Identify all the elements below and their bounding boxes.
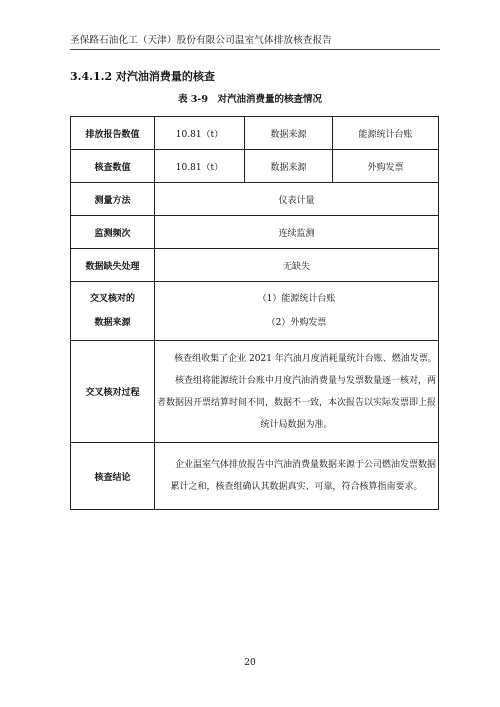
paragraph: 企业温室气体排放报告中汽油消费量数据来源于公司燃油发票数据累计之和，核查组确认其数据真实、可靠，符合核算指南要求。 (170, 460, 436, 492)
measurement-method: 仪表计量 (155, 183, 439, 216)
verified-value: 10.81（t） (155, 150, 245, 183)
table-row (71, 216, 439, 249)
table-row (71, 117, 439, 150)
row-label: 监测频次 (71, 216, 155, 249)
paragraph: 核查组收集了企业 2021 年汽油月度消耗量统计台账、燃油发票。 (174, 353, 437, 364)
label-line: 交叉核对的 (89, 294, 135, 304)
label-line: 数据来源 (94, 318, 131, 328)
table-row (71, 443, 439, 510)
table-row (71, 282, 439, 341)
source-label: 数据来源 (245, 150, 333, 183)
table-row (71, 341, 439, 443)
source-value: 能源统计台账 (333, 117, 439, 150)
page-header: 圣保路石油化工（天津）股份有限公司温室气体排放核查报告 (70, 32, 440, 50)
row-label: 交叉核对过程 (71, 341, 155, 443)
table-row (71, 183, 439, 216)
missing-data-handling: 无缺失 (155, 249, 439, 282)
table-row (71, 150, 439, 183)
row-label: 核查数值 (71, 150, 155, 183)
monitoring-frequency: 连续监测 (155, 216, 439, 249)
cross-check-sources (155, 282, 439, 341)
reported-value: 10.81（t） (155, 117, 245, 150)
section-title: 3.4.1.2 对汽油消费量的核查 (70, 70, 215, 83)
list-item: （1）能源统计台账 (257, 294, 336, 304)
cross-check-process (155, 341, 439, 443)
source-value: 外购发票 (333, 150, 439, 183)
source-label: 数据来源 (245, 117, 333, 150)
verification-table (70, 116, 439, 510)
table-caption: 表 3-9 对汽油消费量的核查情况 (178, 94, 322, 105)
verification-conclusion (155, 443, 439, 510)
row-label: 测量方法 (71, 183, 155, 216)
table-row (71, 249, 439, 282)
row-label: 核查结论 (71, 443, 155, 510)
row-label: 数据缺失处理 (71, 249, 155, 282)
row-label: 排放报告数值 (71, 117, 155, 150)
paragraph: 核查组将能源统计台账中月度汽油消费量与发票数量逐一核对，两者数据因开票结算时间不同，数据不一致，本次报告以实际发票即上报统计局数据为准。 (156, 375, 436, 430)
row-label (71, 282, 155, 341)
page-number: 20 (244, 658, 256, 668)
list-item: （2）外购发票 (266, 318, 327, 328)
